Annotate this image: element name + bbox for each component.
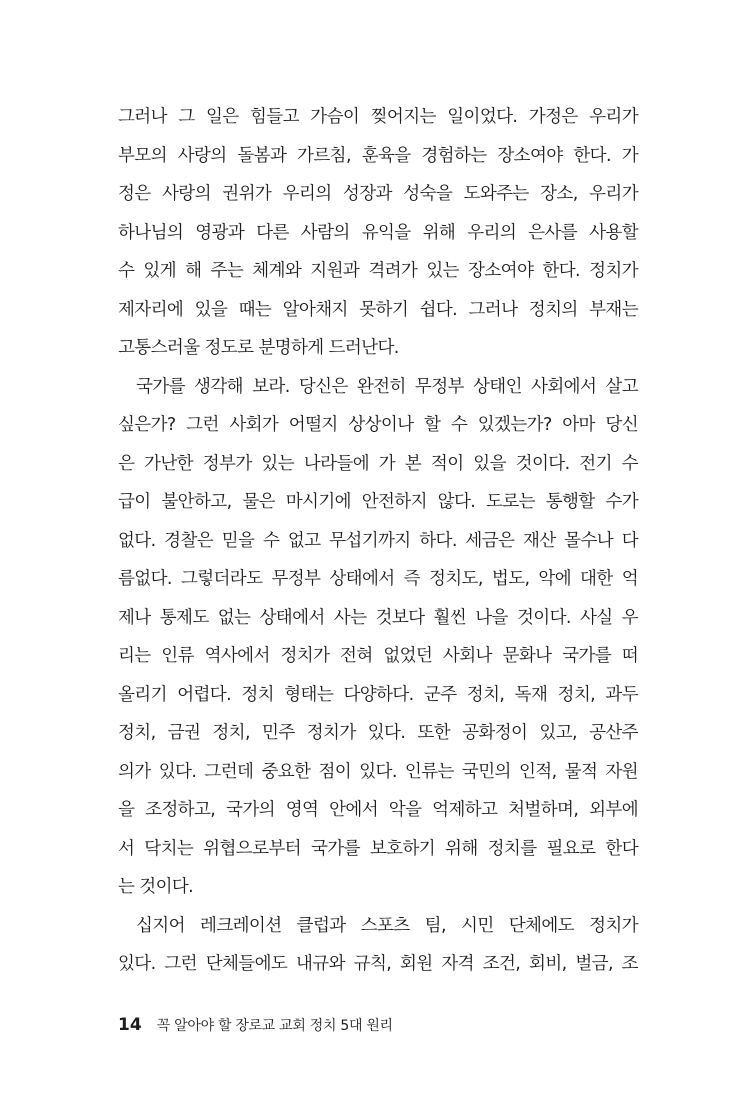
text-line: 국가를 생각해 보라. 당신은 완전히 무정부 상태인 사회에서 살고 xyxy=(136,376,638,397)
text-line: 십지어 레크레이션 클럽과 스포츠 팀, 시민 단체에도 정치가 xyxy=(136,915,638,936)
text-line: 는 것이다. xyxy=(118,877,194,897)
text-line: 없다. 경찰은 믿을 수 없고 무섭기까지 하다. 세금은 재산 몰수나 다 xyxy=(118,530,638,551)
text-line: 서 닥치는 위협으로부터 국가를 보호하기 위해 정치를 필요로 한다 xyxy=(118,838,638,859)
text-line: 수 있게 해 주는 체계와 지원과 격려가 있는 장소여야 한다. 정치가 xyxy=(118,261,638,281)
text-line: 올리기 어렵다. 정치 형태는 다양하다. 군주 정치, 독재 정치, 과두 xyxy=(118,684,638,705)
text-line: 그러나 그 일은 힘들고 가슴이 찢어지는 일이었다. 가정은 우리가 xyxy=(118,107,638,127)
text-line: 은 가난한 정부가 있는 나라들에 가 본 적이 있을 것이다. 전기 수 xyxy=(118,453,638,474)
text-line: 부모의 사랑의 돌봄과 가르침, 훈육을 경험하는 장소여야 한다. 가 xyxy=(118,145,638,166)
text-line: 의가 있다. 그런데 중요한 점이 있다. 인류는 국민의 인적, 물적 자원 xyxy=(118,761,638,782)
text-line: 제자리에 있을 때는 알아채지 못하기 쉽다. 그러나 정치의 부재는 xyxy=(118,299,638,320)
paragraph-3 xyxy=(118,907,638,984)
text-line: 정은 사랑의 권위가 우리의 성장과 성숙을 도와주는 장소, 우리가 xyxy=(118,184,638,204)
running-title: 꼭 알아야 할 장로교 교회 정치 5대 원리 xyxy=(156,1018,393,1034)
text-line: 고통스러울 정도로 분명하게 드러난다. xyxy=(118,338,399,358)
page-footer xyxy=(118,1012,393,1038)
text-line: 정치, 금권 정치, 민주 정치가 있다. 또한 공화정이 있고, 공산주 xyxy=(118,723,638,743)
text-line: 름없다. 그렇더라도 무정부 상태에서 즉 정치도, 법도, 악에 대한 억 xyxy=(118,569,638,589)
text-line: 리는 인류 역사에서 정치가 전혀 없었던 사회나 문화나 국가를 떠 xyxy=(118,646,638,666)
page-body xyxy=(118,98,638,984)
page-number: 14 xyxy=(118,1015,142,1035)
text-line: 있다. 그런 단체들에도 내규와 규칙, 회원 자격 조건, 회비, 벌금, 조 xyxy=(118,954,638,974)
text-line: 하나님의 영광과 다른 사람의 유익을 위해 우리의 은사를 사용할 xyxy=(118,222,638,243)
text-line: 급이 불안하고, 물은 마시기에 안전하지 않다. 도로는 통행할 수가 xyxy=(118,492,638,512)
paragraph-2 xyxy=(118,368,638,907)
paragraph-1 xyxy=(118,98,638,368)
text-line: 을 조정하고, 국가의 영역 안에서 악을 억제하고 처벌하며, 외부에 xyxy=(118,800,638,820)
text-line: 제나 통제도 없는 상태에서 사는 것보다 훨씬 나을 것이다. 사실 우 xyxy=(118,607,638,628)
text-line: 싶은가? 그런 사회가 어떨지 상상이나 할 수 있겠는가? 아마 당신 xyxy=(118,415,638,435)
